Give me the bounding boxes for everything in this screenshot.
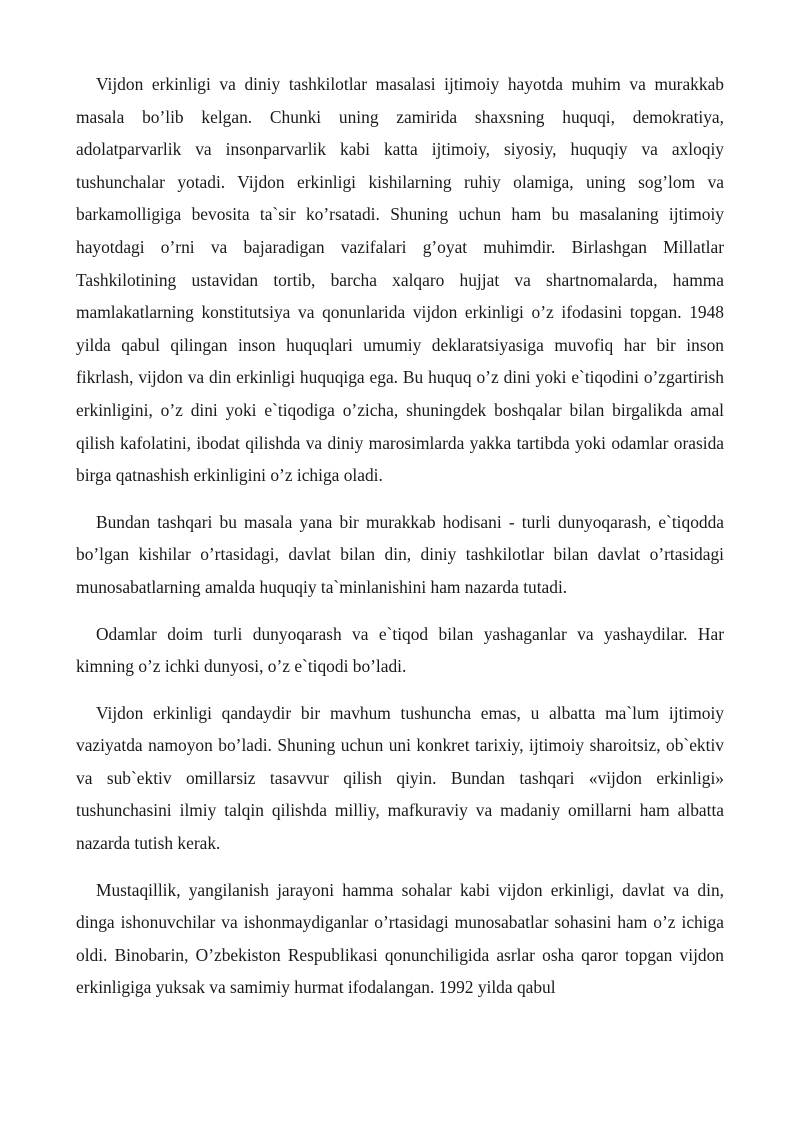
paragraph-5: Mustaqillik, yangilanish jarayoni hamma sohalar kabi vijdon erkinligi, davlat va din, dinga ishonuvchilar va ishonmaydiganlar o’rtasidagi munosabatlar sohasini ham o’z ichiga oldi. Binobarin, O’zbekiston Respublikasi qonunchiligida asrlar osha qaror topgan vijdon erkinligiga yuksak va samimiy hurmat ifodalangan. 1992 yilda qabul — [76, 879, 724, 998]
document-page — [76, 68, 724, 1018]
paragraph-4: Vijdon erkinligi qandaydir bir mavhum tushuncha emas, u albatta ma`lum ijtimoiy vaziyatda namoyon bo’ladi. Shuning uchun uni konkret tarixiy, ijtimoiy sharoitsiz, ob`ektiv va sub`ektiv omillarsiz tasavvur qilish qiyin. Bundan tashqari «vijdon erkinligi» tushunchasini ilmiy talqin qilishda milliy, mafkuraviy va madaniy omillarni ham albatta nazarda tutish kerak. — [76, 702, 724, 854]
paragraph-2: Bundan tashqari bu masala yana bir murakkab hodisani - turli dunyoqarash, e`tiqodda bo’lgan kishilar o’rtasidagi, davlat bilan din, diniy tashkilotlar bilan davlat o’rtasidagi munosabatlarning amalda huquqiy ta`minlanishini ham nazarda tutadi. — [76, 511, 724, 597]
paragraph-3: Odamlar doim turli dunyoqarash va e`tiqod bilan yashaganlar va yashaydilar. Har kimning o’z ichki dunyosi, o’z e`tiqodi bo’ladi. — [76, 623, 724, 677]
paragraph-1: Vijdon erkinligi va diniy tashkilotlar masalasi ijtimoiy hayotda muhim va murakkab masala bo’lib kelgan. Chunki uning zamirida shaxsning huquqi, demokratiya, adolatparvarlik va insonparvarlik kabi katta ijtimoiy, siyosiy, huquqiy va axloqiy tushunchalar yotadi. Vijdon erkinligi kishilarning ruhiy olamiga, uning sog’lom va barkamolligiga bevosita ta`sir ko’rsatadi. Shuning uchun ham bu masalaning ijtimoiy hayotdagi o’rni va bajaradigan vazifalari g’oyat muhimdir. Birlashgan Millatlar Tashkilotining ustavidan tortib, barcha xalqaro hujjat va shartnomalarda, hamma mamlakatlarning konstitutsiya va qonunlarida vijdon erkinligi o’z ifodasini topgan. 1948 yilda qabul qilingan inson huquqlari umumiy deklaratsiyasiga muvofiq har bir inson fikrlash, vijdon va din erkinligi huquqiga ega. Bu huquq o’z dini yoki e`tiqodini o’zgartirish erkinligini, o’z dini yoki e`tiqodiga o’zicha, shuningdek boshqalar bilan birgalikda amal qilish kafolatini, ibodat qilishda va diniy marosimlarda yakka tartibda yoki odamlar orasida birga qatnashish erkinligini o’z ichiga oladi. — [76, 74, 724, 486]
